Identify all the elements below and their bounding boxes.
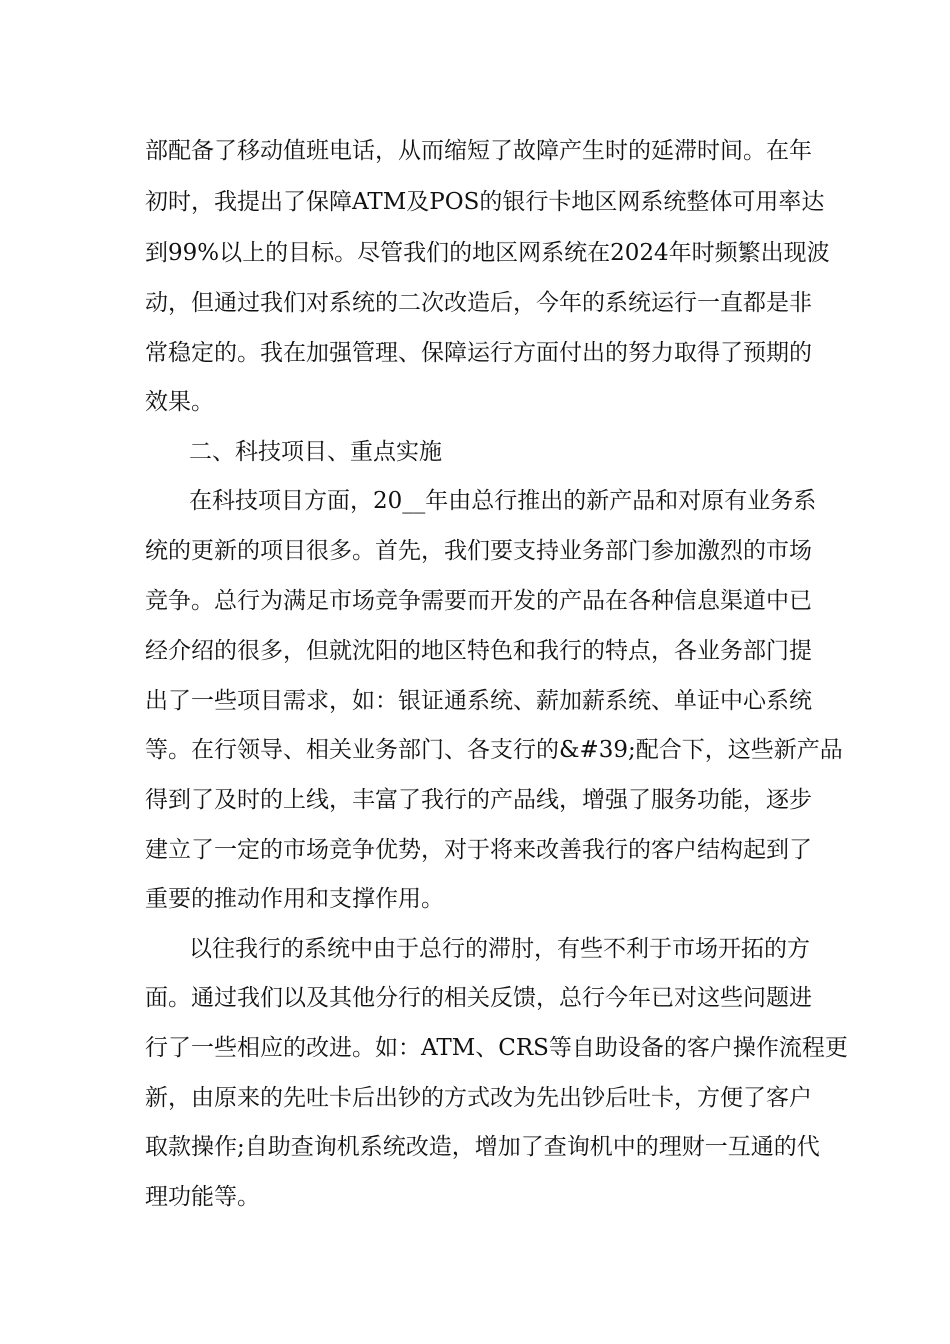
- paragraph-1-line-1: 部配备了移动值班电话，从而缩短了故障产生时的延滞时间。在年: [145, 138, 812, 164]
- paragraph-3-line-3: 行了一些相应的改进。如：ATM、CRS等自助设备的客户操作流程更: [145, 1035, 848, 1061]
- paragraph-2-line-2: 统的更新的项目很多。首先，我们要支持业务部门参加激烈的市场: [145, 538, 812, 564]
- paragraph-2-line-9: 重要的推动作用和支撑作用。: [145, 886, 444, 912]
- section-heading: 二、科技项目、重点实施: [189, 439, 442, 465]
- paragraph-2-line-7: 得到了及时的上线，丰富了我行的产品线，增强了服务功能，逐步: [145, 787, 812, 813]
- paragraph-3-line-2: 面。通过我们以及其他分行的相关反馈，总行今年已对这些问题进: [145, 985, 812, 1011]
- paragraph-2-line-5: 出了一些项目需求，如：银证通系统、薪加薪系统、单证中心系统: [145, 688, 812, 714]
- paragraph-1-line-4: 动，但通过我们对系统的二次改造后，今年的系统运行一直都是非: [145, 290, 812, 316]
- paragraph-2-line-3: 竞争。总行为满足市场竞争需要而开发的产品在各种信息渠道中已: [145, 588, 812, 614]
- paragraph-1-line-5: 常稳定的。我在加强管理、保障运行方面付出的努力取得了预期的: [145, 340, 812, 366]
- paragraph-3-line-4: 新，由原来的先吐卡后出钞的方式改为先出钞后吐卡，方便了客户: [145, 1085, 812, 1111]
- paragraph-1-line-2: 初时，我提出了保障ATM及POS的银行卡地区网系统整体可用率达: [145, 189, 825, 215]
- paragraph-3-line-1: 以往我行的系统中由于总行的滞肘，有些不利于市场开拓的方: [189, 936, 810, 962]
- paragraph-3-line-5: 取款操作;自助查询机系统改造，增加了查询机中的理财一互通的代: [145, 1134, 820, 1160]
- paragraph-2-line-1: 在科技项目方面，20__年由总行推出的新产品和对原有业务系: [189, 488, 817, 514]
- paragraph-2-line-8: 建立了一定的市场竞争优势，对于将来改善我行的客户结构起到了: [145, 837, 812, 863]
- paragraph-1-line-3: 到99%以上的目标。尽管我们的地区网系统在2024年时频繁出现波: [145, 240, 830, 266]
- paragraph-2-line-4: 经介绍的很多，但就沈阳的地区特色和我行的特点，各业务部门提: [145, 638, 812, 664]
- paragraph-3-line-6: 理功能等。: [145, 1184, 260, 1210]
- paragraph-2-line-6: 等。在行领导、相关业务部门、各支行的&#39;配合下，这些新产品: [145, 737, 843, 763]
- paragraph-1-line-6: 效果。: [145, 389, 214, 415]
